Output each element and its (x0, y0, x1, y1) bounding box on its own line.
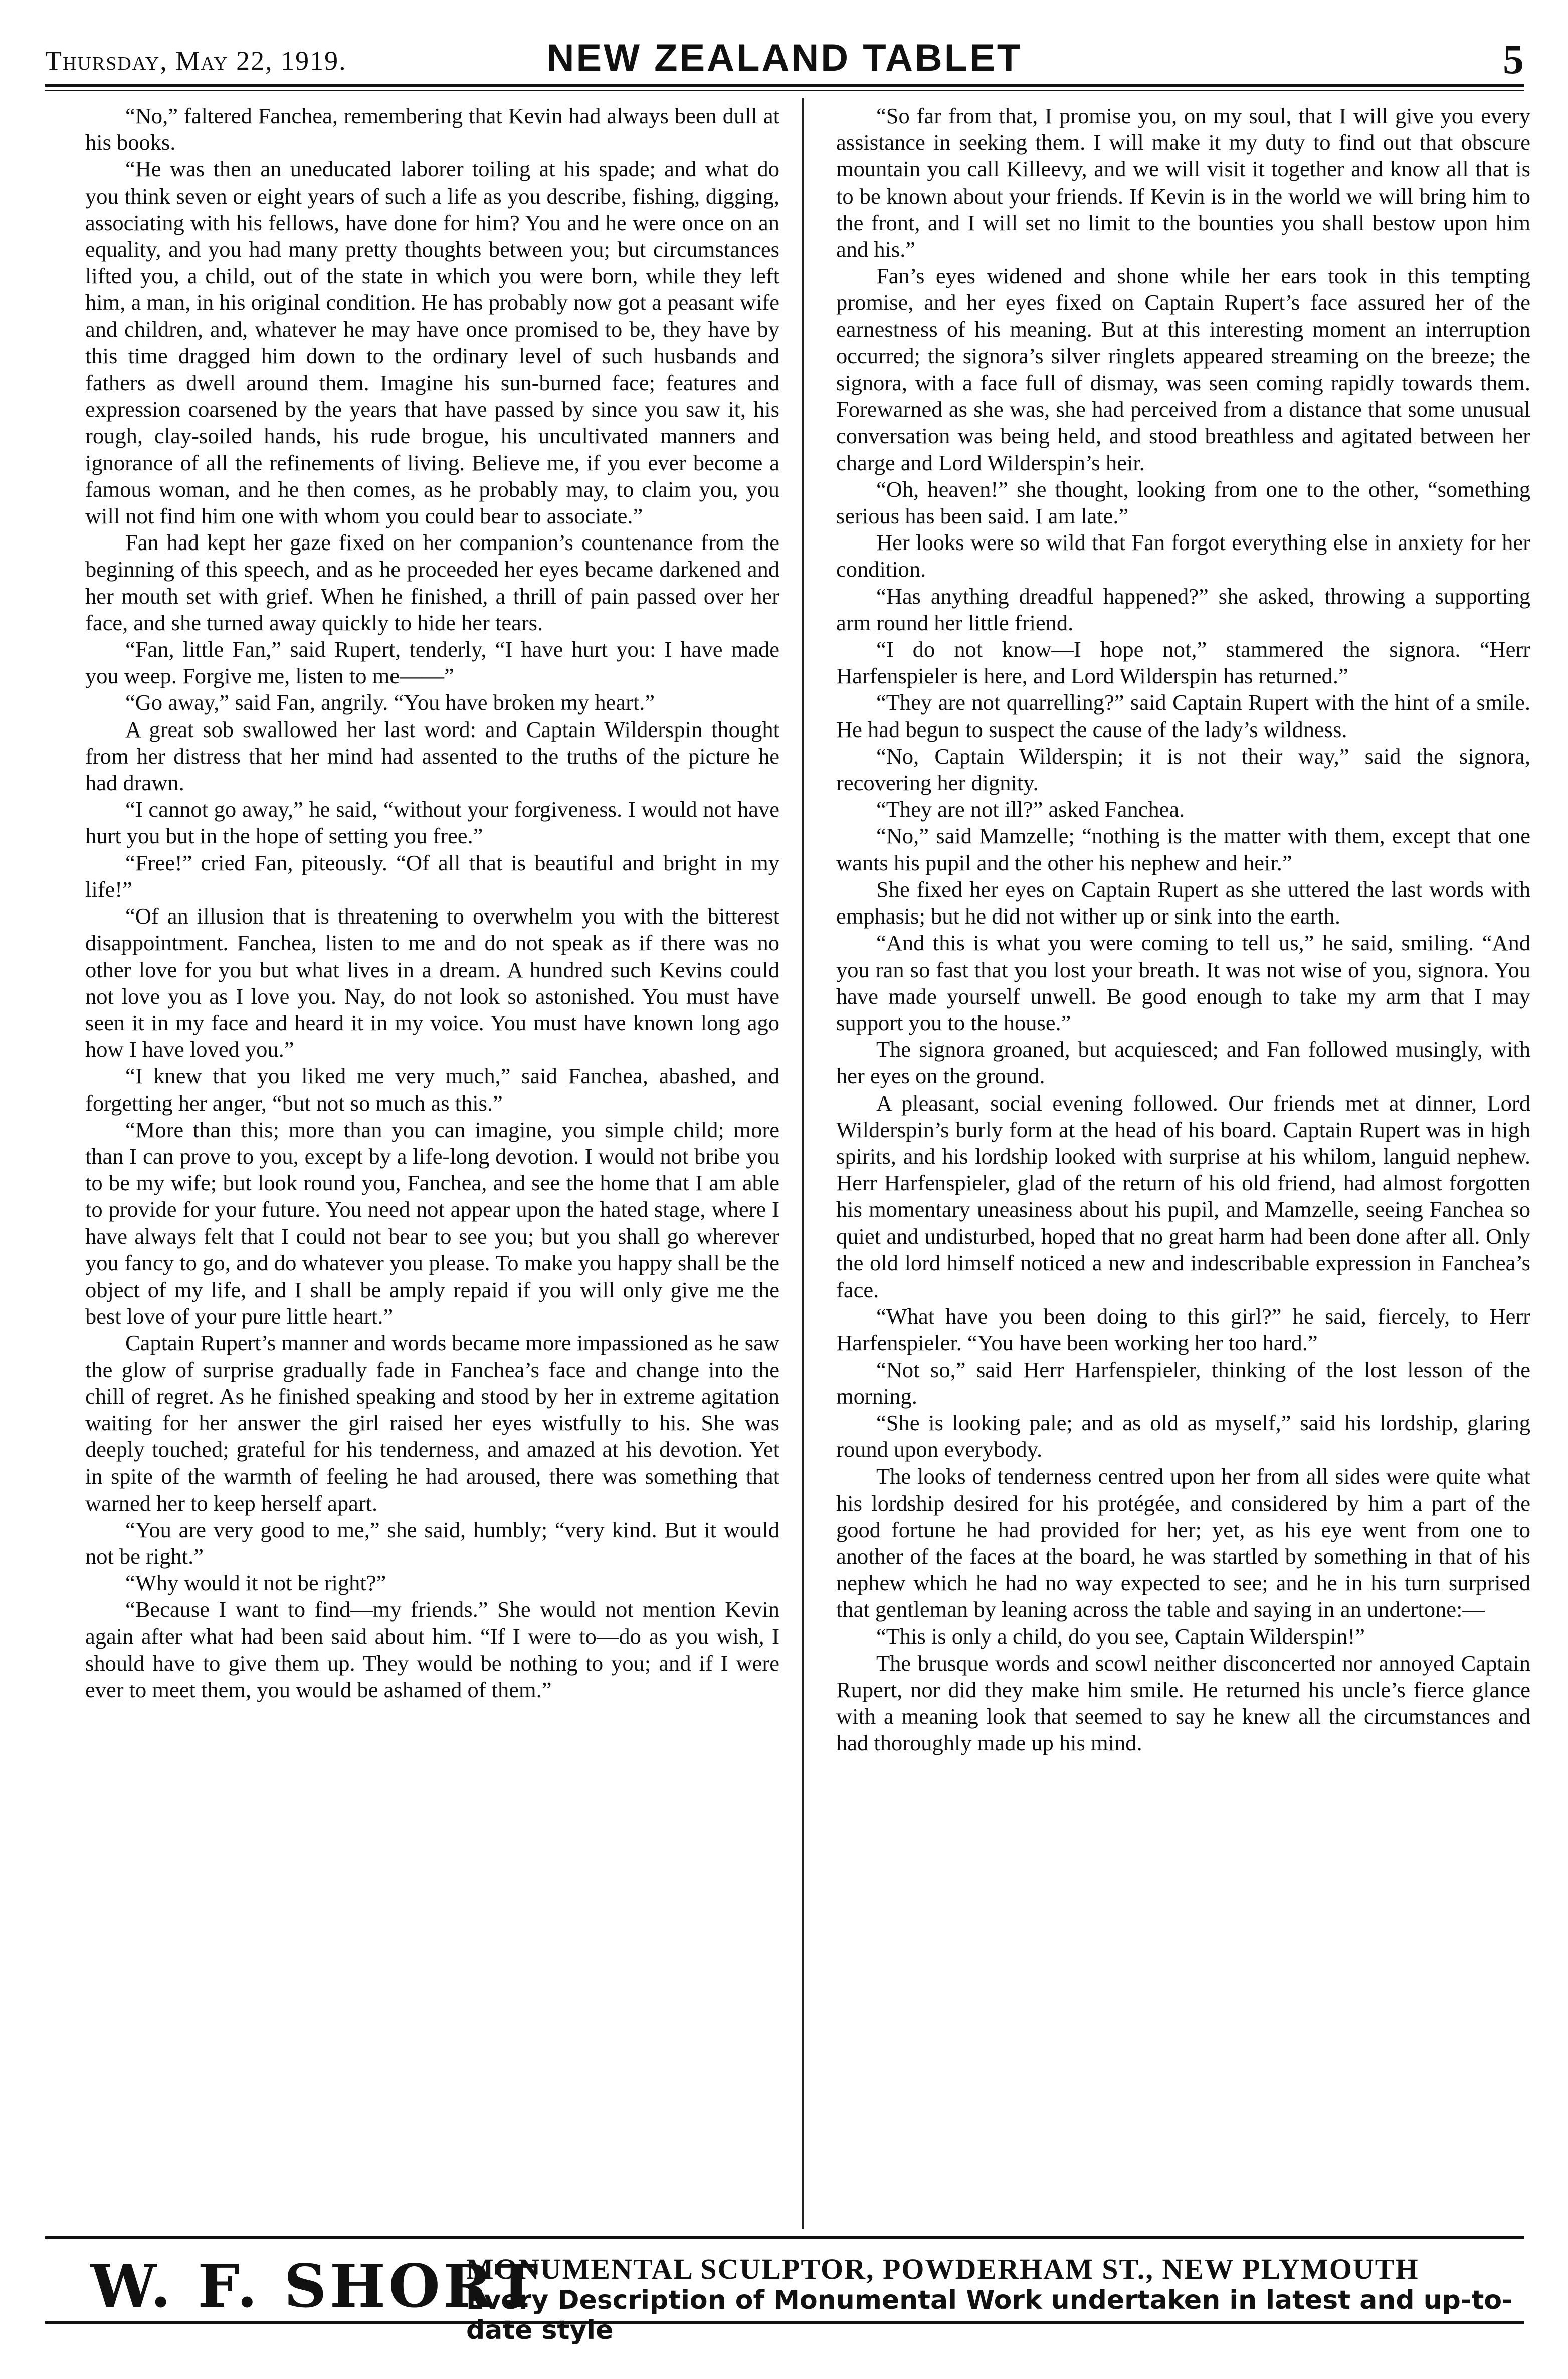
paragraph: She fixed her eyes on Captain Rupert as she uttered the last words with emphasis; but he did not wither up or sink into the earth. (836, 876, 1530, 929)
paragraph: Fan had kept her gaze fixed on her companion’s countenance from the beginning of this speech, and as he proceeded her eyes became darkened and her mouth set with grief. When he finished, a thrill of pain passed over her face, and she turned away quickly to hide her tears. (85, 530, 779, 635)
column-divider (802, 98, 804, 2229)
paragraph: “Because I want to find—my friends.” She would not mention Kevin again after what had been said about him. “If I were to—do as you wish, I should have to give them up. They would be nothing to you; and if I were ever to meet them, you would be ashamed of them.” (85, 1597, 779, 1702)
paragraph: “More than this; more than you can imagine, you simple child; more than I can prove to you, except by a life-long devotion. I would not bribe you to be my wife; but look round you, Fanchea, and see the home that I am able to provide for your future. You need not appear upon the hated stage, where I have always felt that I could not bear to see you; but you shall go wherever you fancy to go, and do whatever you please. To make you happy shall be the object of my life, and I shall be amply repaid if you will only give me the best love of your pure little heart.” (85, 1117, 779, 1329)
right-column (836, 103, 1530, 2224)
paragraph: “You are very good to me,” she said, humbly; “very kind. But it would not be right.” (85, 1517, 779, 1569)
paragraph: “Free!” cried Fan, piteously. “Of all that is beautiful and bright in my life!” (85, 850, 779, 902)
paragraph: “No,” faltered Fanchea, remembering that Kevin had always been dull at his books. (85, 103, 779, 155)
paragraph: The brusque words and scowl neither disconcerted nor annoyed Captain Rupert, nor did they make him smile. He returned his uncle’s fierce glance with a meaning look that seemed to say he knew all the circumstances and had thoroughly made up his mind. (836, 1650, 1530, 1756)
advertisement (45, 2246, 1524, 2345)
paragraph: A pleasant, social evening followed. Our friends met at dinner, Lord Wilderspin’s burly form at the head of his board. Captain Rupert was in high spirits, and his lordship looked with surprise at his whilom, languid nephew. Herr Harfenspieler, glad of the return of his old friend, had almost forgotten his momentary uneasiness about his pupil, and Mamzelle, seeing Fanchea so quiet and undisturbed, hoped that no great harm had been done after all. Only the old lord himself noticed a new and indescribable expression in Fanchea’s face. (836, 1090, 1530, 1302)
paragraph: “Oh, heaven!” she thought, looking from one to the other, “something serious has been said. I am late.” (836, 476, 1530, 529)
issue-date: Thursday, May 22, 1919. (45, 46, 347, 76)
paragraph: “So far from that, I promise you, on my soul, that I will give you every assistance in seeking them. I will make it my duty to find out that obscure mountain you call Killeevy, and we will visit it together and know all that is to be known about your friends. If Kevin is in the world we will bring him to the front, and I will set no limit to the bounties you shall bestow upon him and his.” (836, 103, 1530, 262)
newspaper-title: NEW ZEALAND TABLET (546, 37, 1023, 79)
paragraph: “She is looking pale; and as old as myself,” said his lordship, glaring round upon everybody. (836, 1410, 1530, 1462)
paragraph: The signora groaned, but acquiesced; and Fan followed musingly, with her eyes on the ground. (836, 1037, 1530, 1089)
advertiser-trade-address: MONUMENTAL SCULPTOR, POWDERHAM ST., NEW PLYMOUTH (466, 2253, 1419, 2285)
footer-rule-top (45, 2236, 1524, 2239)
advertiser-tagline: Every Description of Monumental Work undertaken in latest and up-to-date style (466, 2285, 1513, 2345)
paragraph: Captain Rupert’s manner and words became more impassioned as he saw the glow of surprise gradually fade in Fanchea’s face and change into the chill of regret. As he finished speaking and stood by her in extreme agitation waiting for her answer the girl raised her eyes wistfully to his. She was deeply touched; grateful for his tenderness, and amazed at his devotion. Yet in spite of the warmth of feeling he had aroused, there was something that warned her to keep herself apart. (85, 1330, 779, 1516)
paragraph: “Why would it not be right?” (125, 1570, 386, 1596)
paragraph: “They are not quarrelling?” said Captain Rupert with the hint of a smile. He had begun to suspect the cause of the lady’s wildness. (836, 690, 1530, 742)
paragraph: The looks of tenderness centred upon her from all sides were quite what his lordship desired for his protégée, and considered by him a part of the good fortune he had provided for her; yet, as his eye went from one to another of the faces at the board, he was startled by something in that of his nephew which he had no way expected to see; and he in his turn surprised that gentleman by leaning across the table and saying in an undertone:— (836, 1463, 1530, 1622)
paragraph: A great sob swallowed her last word: and Captain Wilderspin thought from her distress that her mind had assented to the truths of the picture he had drawn. (85, 716, 779, 796)
paragraph: “I cannot go away,” he said, “without your forgiveness. I would not have hurt you but in the hope of setting you free.” (85, 797, 779, 849)
header-rule (45, 84, 1524, 87)
paragraph: “They are not ill?” asked Fanchea. (876, 797, 1185, 822)
left-column (85, 103, 779, 2224)
masthead (45, 30, 1524, 85)
paragraph: “Fan, little Fan,” said Rupert, tenderly, “I have hurt you: I have made you weep. Forgive me, listen to me——” (85, 637, 779, 689)
footer-rule-bottom (45, 2321, 1524, 2324)
paragraph: “He was then an uneducated laborer toiling at his spade; and what do you think seven or eight years of such a life as you describe, fishing, digging, associating with his fellows, have done for him? You and he were once on an equality, and you had many pretty thoughts between you; but circumstances lifted you, a child, out of the state in which you were born, while they left him, a man, in his original condition. He has probably now got a peasant wife and children, and, whatever he may have once promised to be, they have by this time dragged him down to the ordinary level of such husbands and fathers as dwell around them. Imagine his sun-burned face; features and expression coarsened by the years that have passed by since you saw it, his rough, clay-soiled hands, his rude brogue, his uncultivated manners and ignorance of all the refinements of living. Believe me, if you ever become a famous woman, and he then comes, as he probably may, to claim you, you will not find him one with whom you could bear to associate.” (85, 156, 779, 529)
paragraph: “Go away,” said Fan, angrily. “You have broken my heart.” (125, 690, 655, 715)
advertiser-name: W. F. SHORT (90, 2251, 541, 2321)
page-number: 5 (1503, 36, 1524, 83)
paragraph: “No,” said Mamzelle; “nothing is the matter with them, except that one wants his pupil and the other his nephew and heir.” (836, 823, 1530, 875)
paragraph: “Not so,” said Herr Harfenspieler, thinking of the lost lesson of the morning. (836, 1357, 1530, 1409)
paragraph: Her looks were so wild that Fan forgot everything else in anxiety for her condition. (836, 530, 1530, 582)
header-rule-thin (45, 90, 1524, 91)
paragraph: “This is only a child, do you see, Captain Wilderspin!” (876, 1623, 1365, 1649)
paragraph: “I knew that you liked me very much,” said Fanchea, abashed, and forgetting her anger, “but not so much as this.” (85, 1063, 779, 1116)
paragraph: “Of an illusion that is threatening to overwhelm you with the bitterest disappointment. Fanchea, listen to me and do not speak as if there was no other love for you but what lives in a dream. A hundred such Kevins could not love you as I love you. Nay, do not look so astonished. You must have seen it in my face and heard it in my voice. You must have known long ago how I have loved you.” (85, 903, 779, 1062)
paragraph: Fan’s eyes widened and shone while her ears took in this tempting promise, and her eyes fixed on Captain Rupert’s face assured her of the earnestness of his meaning. But at this interesting moment an interruption occurred; the signora’s silver ringlets appeared streaming on the breeze; the signora, with a face full of dismay, was seen coming rapidly towards them. Forewarned as she was, she had perceived from a distance that some unusual conversation was being held, and stood breathless and agitated between her charge and Lord Wilderspin’s heir. (836, 263, 1530, 475)
paragraph: “And this is what you were coming to tell us,” he said, smiling. “And you ran so fast that you lost your breath. It was not wise of you, signora. You have made yourself unwell. Be good enough to take my arm that I may support you to the house.” (836, 930, 1530, 1035)
paragraph: “I do not know—I hope not,” stammered the signora. “Herr Harfenspieler is here, and Lord Wilderspin has returned.” (836, 637, 1530, 689)
paragraph: “No, Captain Wilderspin; it is not their way,” said the signora, recovering her dignity. (836, 743, 1530, 796)
paragraph: “What have you been doing to this girl?” he said, fiercely, to Herr Harfenspieler. “You have been working her too hard.” (836, 1304, 1530, 1356)
paragraph: “Has anything dreadful happened?” she asked, throwing a supporting arm round her little friend. (836, 583, 1530, 635)
